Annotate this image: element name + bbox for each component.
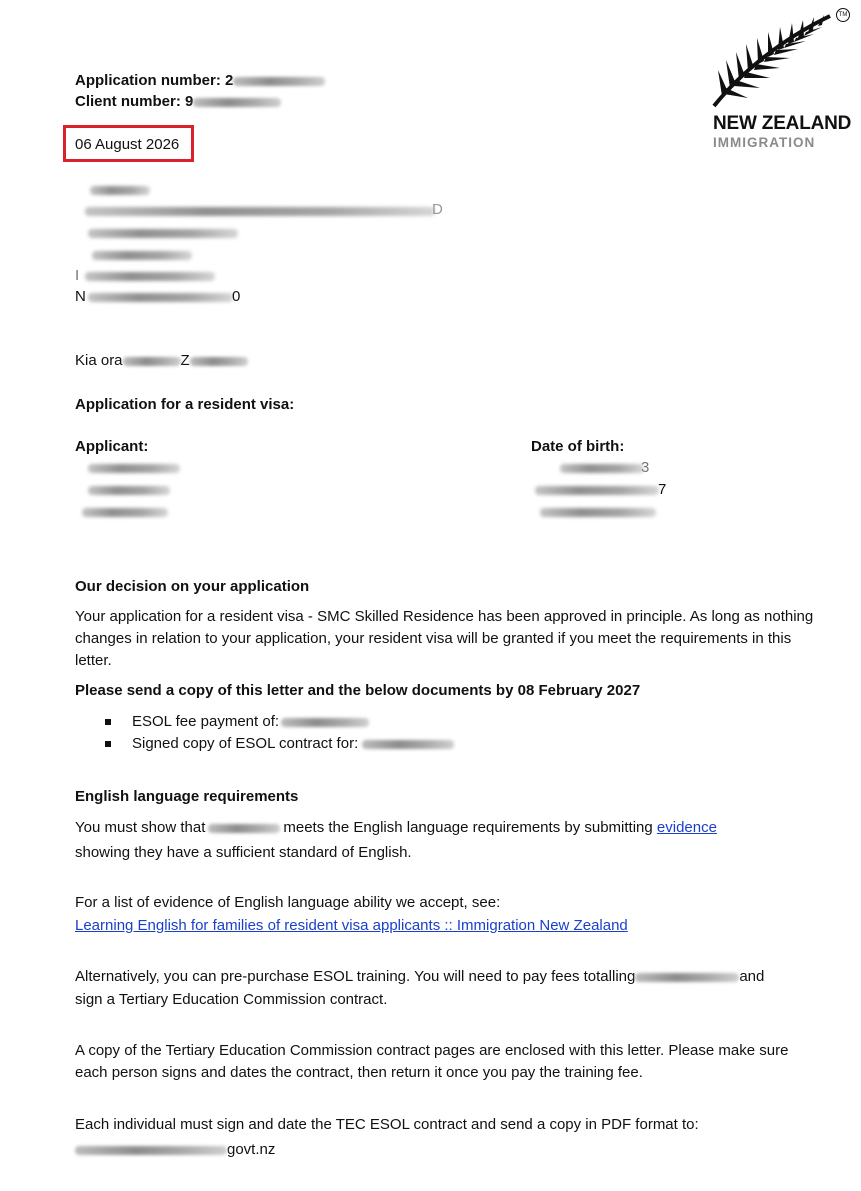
redacted-name: [123, 357, 181, 366]
redacted-email: [75, 1146, 227, 1155]
applicant-label: Applicant:: [75, 438, 149, 455]
redacted-applicant: [82, 508, 168, 517]
redacted-address-line: [85, 272, 215, 281]
logo-line-immigration: IMMIGRATION: [713, 135, 816, 150]
redacted-address-line: [88, 229, 238, 238]
redacted-application-number: [233, 77, 325, 86]
dob-fragment: 7: [658, 481, 667, 498]
english-p5: Each individual must sign and date the TEC ESOL contract and send a copy in PDF format to:: [75, 1116, 699, 1133]
evidence-link[interactable]: evidence: [656, 819, 717, 836]
redacted-amount: [281, 718, 369, 727]
list-item: ESOL fee payment of:: [75, 711, 454, 733]
dob-fragment: 3: [641, 459, 650, 476]
list-item: Signed copy of ESOL contract for:: [75, 733, 454, 755]
silver-fern-icon: [708, 6, 836, 112]
redacted-client-number: [193, 98, 281, 107]
redacted-dob: [535, 486, 659, 495]
english-p2-link-line: [75, 915, 628, 937]
english-heading: English language requirements: [75, 788, 299, 805]
decision-heading: Our decision on your application: [75, 578, 310, 595]
application-number: Application number: 2: [75, 70, 325, 92]
learning-english-link[interactable]: Learning English for families of resident visa applicants :: Immigration New Zealand: [75, 917, 628, 934]
logo-line-new-zealand: NEW ZEALAND: [713, 113, 852, 134]
english-p1-line1: You must show that meets the English language requirements by submitting evidence: [75, 819, 717, 836]
greeting: Kia ora Z: [75, 350, 248, 372]
redacted-address-line: [85, 207, 435, 216]
address-fragment: 0: [232, 288, 241, 305]
client-number: Client number: 9: [75, 91, 281, 113]
bullet-icon: [105, 741, 111, 747]
dob-label: Date of birth:: [531, 438, 625, 455]
redacted-amount: [635, 973, 739, 982]
decision-body: Your application for a resident visa - SMC Skilled Residence has been approved in principle. As long as nothing changes in relation to your application, your resident visa will be granted if you meet the requirements in this letter.: [75, 608, 814, 669]
redacted-address-line: [92, 251, 192, 260]
trademark-symbol: TM: [836, 8, 850, 22]
english-p3-line1: Alternatively, you can pre-purchase ESOL training. You will need to pay fees totalling and: [75, 968, 765, 985]
redacted-address-line: [88, 293, 233, 302]
redacted-applicant: [88, 486, 170, 495]
bullet-icon: [105, 719, 111, 725]
address-fragment: D: [432, 201, 443, 218]
redacted-dob: [560, 464, 644, 473]
redacted-dob: [540, 508, 656, 517]
documents-list: [75, 711, 454, 755]
redacted-name: [190, 357, 248, 366]
letter-subject: Application for a resident visa:: [75, 396, 295, 413]
redacted-applicant: [88, 464, 180, 473]
address-fragment: I: [75, 267, 80, 284]
redacted-name: [208, 824, 280, 833]
contact-email: govt.nz: [75, 1139, 275, 1161]
send-heading: Please send a copy of this letter and the below documents by 08 February 2027: [75, 682, 641, 699]
english-p1-line2: showing they have a sufficient standard of English.: [75, 844, 412, 861]
address-fragment: N: [75, 288, 86, 305]
english-p2: For a list of evidence of English language ability we accept, see:: [75, 894, 501, 911]
english-p3-line2: sign a Tertiary Education Commission contract.: [75, 991, 388, 1008]
redacted-address-line: [90, 186, 150, 195]
redacted-name: [362, 740, 454, 749]
english-p4: A copy of the Tertiary Education Commission contract pages are enclosed with this letter. Please make sure each person signs and dates the contract, then return it once you pay the training fee.: [75, 1042, 789, 1081]
letter-date: 06 August 2026: [75, 136, 180, 153]
